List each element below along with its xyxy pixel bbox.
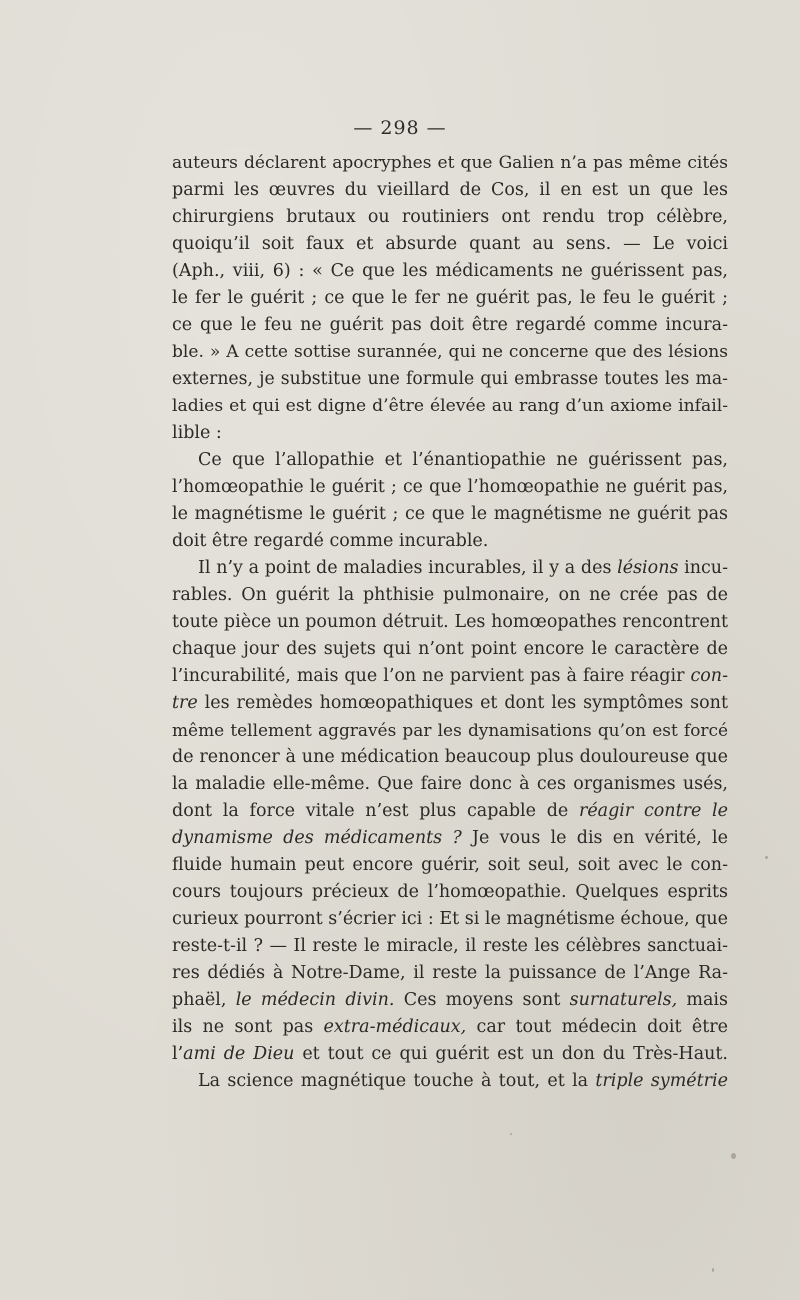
text-line [172,852,728,879]
paper-speck [510,1133,512,1135]
text-segment: curieux pourront s’écrier ici : Et si le magnétisme échoue, que [172,909,728,929]
text-line [172,258,728,285]
italic-text: réagir contre le [578,801,728,821]
italic-text: surnaturels, [569,990,678,1010]
text-segment: La science magnétique touche à tout, et la [198,1071,596,1091]
text-line [172,312,728,339]
text-segment: car tout médecin doit être [466,1017,728,1037]
text-line [172,879,728,906]
text-segment: chaque jour des sujets qui n’ont point encore le caractère de [172,639,728,659]
text-segment: auteurs déclarent apocryphes et que Galien n’a pas même cités [172,153,728,173]
text-line [172,285,728,312]
text-line [172,1068,728,1095]
text-line [172,339,728,366]
text-line [172,933,728,960]
text-line [172,582,728,609]
text-segment: et tout ce qui guérit est un don du Très-Haut. [294,1044,728,1064]
text-line [172,366,728,393]
text-line [172,528,728,555]
text-segment: (Aph., viii, 6) : « Ce que les médicaments ne guérissent pas, [172,261,728,281]
text-segment: res dédiés à Notre-Dame, il reste la puissance de l’Ange Ra- [172,963,728,983]
text-segment: quoiqu’il soit faux et absurde quant au sens. — Le voici [172,234,728,254]
body-text [172,150,728,1095]
text-line [172,825,728,852]
text-line [172,717,728,744]
text-segment: reste-t-il ? — Il reste le miracle, il reste les célèbres sanctuai- [172,936,728,956]
text-segment: chirurgiens brutaux ou routiniers ont rendu trop célèbre, [172,207,728,227]
italic-text: triple symétrie [595,1071,728,1091]
text-segment: ils ne sont pas [172,1017,324,1037]
text-segment: le magnétisme le guérit ; ce que le magnétisme ne guérit pas [172,504,728,524]
text-segment: Ce que l’allopathie et l’énantiopathie ne guérissent pas, [198,450,728,470]
text-segment: Ces moyens sont [394,990,570,1010]
italic-text: le médecin divin. [235,990,395,1010]
text-line [172,177,728,204]
text-segment: le fer le guérit ; ce que le fer ne guérit pas, le feu le guérit ; [172,288,728,308]
text-segment: ladies et qui est digne d’être élevée au rang d’un axiome infail- [172,396,728,416]
text-line [172,960,728,987]
text-segment: doit être regardé comme incurable. [172,531,489,551]
text-line [172,555,728,582]
page-number: — 298 — [353,117,447,139]
text-line [172,447,728,474]
text-line [172,204,728,231]
italic-text: dynamisme des médicaments ? [172,828,462,848]
text-segment: phaël, [172,990,236,1010]
text-segment: dont la force vitale n’est plus capable de [172,801,579,821]
text-line [172,420,728,447]
text-line [172,609,728,636]
text-line [172,636,728,663]
text-segment: l’incurabilité, mais que l’on ne parvient pas à faire réagir [172,666,691,686]
italic-text: con- [690,666,728,686]
text-line [172,798,728,825]
text-segment: mais [677,990,728,1010]
text-line [172,1014,728,1041]
paper-speck [765,856,768,859]
text-segment: incu- [678,558,728,578]
text-line [172,501,728,528]
italic-text: lésions [617,558,679,578]
italic-text: ami de Dieu [183,1044,295,1064]
text-segment: parmi les œuvres du vieillard de Cos, il en est un que les [172,180,728,200]
text-line [172,1041,728,1068]
text-segment: Il n’y a point de maladies incurables, il y a des [198,558,618,578]
text-segment: toute pièce un poumon détruit. Les homœopathes rencontrent [172,612,728,632]
text-segment: ble. » A cette sottise surannée, qui ne concerne que des lésions [172,342,728,362]
text-line [172,906,728,933]
text-segment: même tellement aggravés par les dynamisations qu’on est forcé [172,720,728,740]
text-segment: fluide humain peut encore guérir, soit seul, soit avec le con- [172,855,728,875]
text-line [172,231,728,258]
text-line [172,771,728,798]
paper-speck [712,1268,714,1272]
text-line [172,474,728,501]
text-line [172,744,728,771]
text-line [172,987,728,1014]
text-segment: l’homœopathie le guérit ; ce que l’homœopathie ne guérit pas, [172,477,728,497]
text-line [172,663,728,690]
paper-speck [731,1153,736,1159]
text-segment: lible : [172,423,222,443]
italic-text: tre [172,693,198,713]
text-line [172,150,728,177]
text-segment: rables. On guérit la phthisie pulmonaire, on ne crée pas de [172,585,728,605]
text-segment: la maladie elle-même. Que faire donc à ces organismes usés, [172,774,728,794]
text-line [172,393,728,420]
text-segment: Je vous le dis en vérité, le [461,828,728,848]
text-segment: l’ [172,1044,184,1064]
text-line [172,690,728,717]
text-segment: externes, je substitue une formule qui embrasse toutes les ma- [172,369,728,389]
text-segment: ce que le feu ne guérit pas doit être regardé comme incura- [172,315,728,335]
text-segment: les remèdes homœopathiques et dont les symptômes sont [197,693,728,713]
text-segment: cours toujours précieux de l’homœopathie. Quelques esprits [172,882,728,902]
italic-text: extra-médicaux, [323,1017,467,1037]
text-segment: de renoncer à une médication beaucoup plus douloureuse que [172,747,728,767]
